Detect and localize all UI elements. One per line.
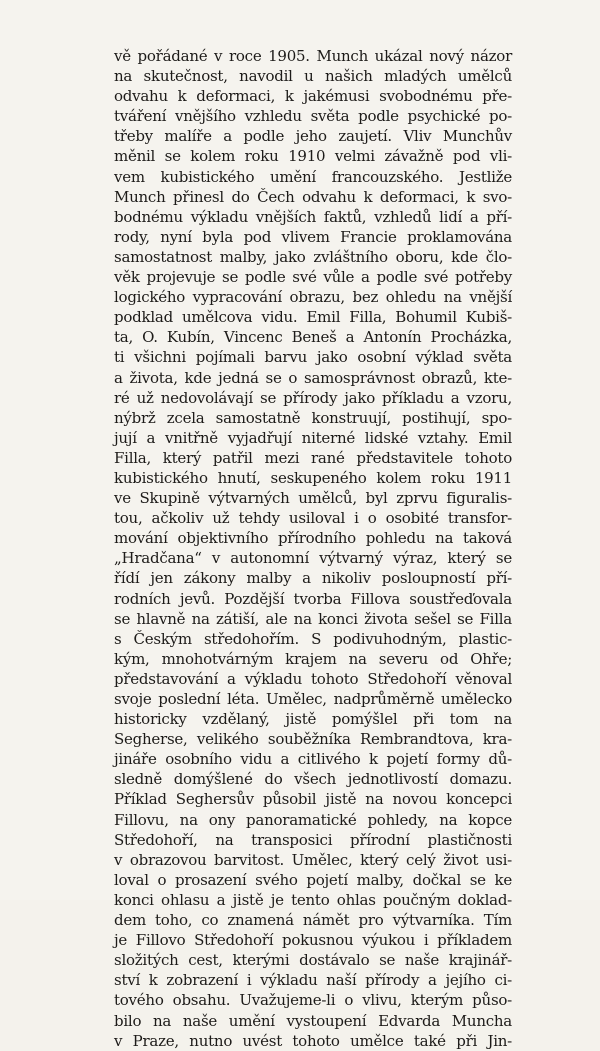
text-line: samostatnost malby, jako zvláštního oboru, kde člo- (114, 247, 512, 266)
text-line: vě pořádané v roce 1905. Munch ukázal nový názor (114, 47, 512, 65)
text-line: v obrazovou barvitost. Umělec, který celý život usi- (114, 850, 512, 869)
text-line: a života, kde jedná se o samosprávnost obrazů, kte- (114, 368, 512, 387)
text-line: jují a vnitřně vyjadřují niterné lidské vztahy. Emil (114, 428, 512, 447)
text-line: nýbrž zcela samostatně konstruují, postihují, spo- (114, 408, 512, 427)
text-line: tového obsahu. Uvažujeme-li o vlivu, kterým půso- (114, 991, 512, 1010)
text-line: bodnému výkladu vnějších faktů, vzhledů lidí a pří- (114, 207, 512, 226)
text-line: se hlavně na zátiší, ale na konci života sešel se Filla (114, 609, 512, 628)
text-line: ve Skupině výtvarných umělců, byl zprvu figuralis- (114, 489, 512, 508)
text-line: mování objektivního přírodního pohledu na taková (114, 529, 512, 548)
text-line: představování a výkladu tohoto Středohoří věnoval (114, 669, 512, 688)
text-line: v Praze, nutno uvést tohoto umělce také při Jin- (114, 1031, 512, 1050)
text-line: měnil se kolem roku 1910 velmi závažně pod vli- (114, 147, 512, 166)
text-line: podklad umělcova vidu. Emil Filla, Bohumil Kubiš- (114, 308, 512, 327)
text-line: historicky vzdělaný, jistě pomýšlel při tom na (114, 710, 512, 729)
text-line: dem toho, co znamená námět pro výtvarníka. Tím (114, 911, 512, 930)
text-line: ti všichni pojímali barvu jako osobní výklad světa (114, 348, 512, 367)
text-line: řídí jen zákony malby a nikoliv posloupností pří- (114, 569, 512, 588)
text-line: rodních jevů. Pozdější tvorba Fillova soustřeďovala (114, 589, 512, 608)
text-line: tváření vnějšího vzhledu světa podle psychické po- (114, 107, 512, 126)
text-line: „Hradčana“ v autonomní výtvarný výraz, který se (114, 549, 512, 568)
text-line: Středohoří, na transposici přírodní plastičnosti (114, 830, 512, 849)
text-line: Fillovu, na ony panoramatické pohledy, na kopce (114, 810, 512, 829)
text-line: loval o prosazení svého pojetí malby, dočkal se ke (114, 870, 512, 889)
text-line: rody, nyní byla pod vlivem Francie proklamována (114, 227, 512, 246)
text-line: Příklad Seghersův působil jistě na novou koncepci (114, 790, 512, 809)
text-line: ré už nedovolávají se přírody jako příkladu a vzoru, (114, 388, 512, 407)
text-line: Munch přinesl do Čech odvahu k deformaci, k svo- (114, 187, 512, 206)
text-line: Segherse, velikého souběžníka Rembrandtova, kra- (114, 730, 512, 749)
text-line: odvahu k deformaci, k jakémusi svobodnému pře- (114, 87, 512, 106)
text-line: kým, mnohotvárným krajem na severu od Ohře; (114, 649, 512, 668)
text-line: tou, ačkoliv už tehdy usiloval i o osobité transfor- (114, 509, 512, 528)
text-line: věk projevuje se podle své vůle a podle své potřeby (114, 268, 512, 287)
text-line: třeby malíře a podle jeho zaujetí. Vliv Munchův (114, 127, 512, 146)
text-line: vem kubistického umění francouzského. Jestliže (114, 167, 512, 186)
text-line: logického vypracování obrazu, bez ohledu na vnější (114, 288, 512, 307)
text-line: sledně domýšlené do všech jednotlivostí domazu. (114, 770, 512, 789)
text-line: svoje poslední léta. Umělec, nadprůměrně umělecko (114, 690, 512, 708)
text-line: jináře osobního vidu a citlivého k pojetí formy dů- (114, 750, 512, 769)
text-line: složitých cest, kterými dostávalo se naše krajinář- (114, 951, 512, 970)
text-line: na skutečnost, navodil u našich mladých umělců (114, 67, 512, 86)
text-line: kubistického hnutí, seskupeného kolem roku 1911 (114, 468, 512, 487)
text-line: ta, O. Kubín, Vincenc Beneš a Antonín Procházka, (114, 328, 512, 347)
text-line: ství k zobrazení i výkladu naší přírody a jejího ci- (114, 971, 512, 990)
text-line: bilo na naše umění vystoupení Edvarda Muncha (114, 1011, 512, 1030)
text-line: konci ohlasu a jistě je tento ohlas poučným doklad- (114, 890, 512, 909)
text-line: Filla, který patřil mezi rané představitele tohoto (114, 448, 512, 467)
text-line: s Českým středohořím. S podivuhodným, plastic- (114, 629, 512, 648)
text-line: je Fillovo Středohoří pokusnou výukou i příkladem (114, 931, 512, 950)
